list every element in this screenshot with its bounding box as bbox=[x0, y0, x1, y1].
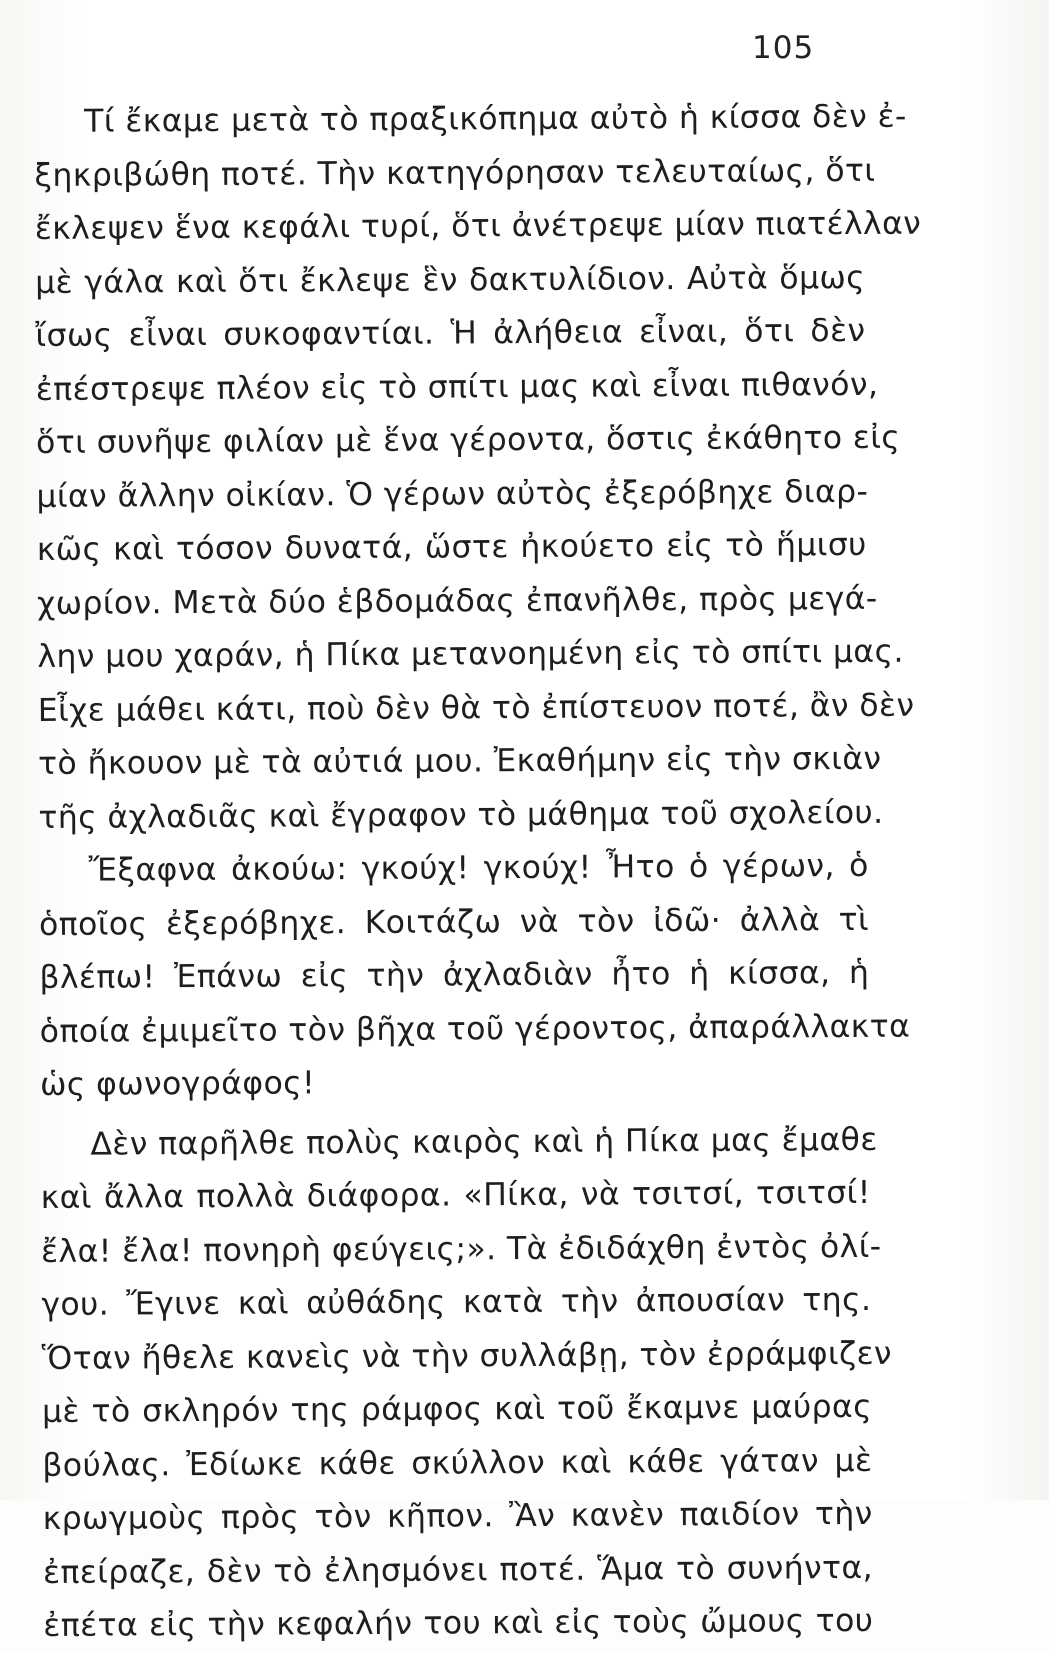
text-line: ἐπείραζε, δὲν τὸ ἐλησμόνει ποτέ. Ἅμα τὸ συνήντα, bbox=[42, 1549, 874, 1591]
text-line: ὅτι συνῆψε φιλίαν μὲ ἕνα γέροντα, ὅστις ἐκάθητο εἰς bbox=[36, 419, 901, 461]
text-line: Ὅταν ἤθελε κανεὶς νὰ τὴν συλλάβῃ, τὸν ἐρράμφιζεν bbox=[41, 1335, 893, 1377]
text-line: λην μου χαράν, ἡ Πίκα μετανοημένη εἰς τὸ σπίτι μας. bbox=[37, 633, 904, 675]
text-line: ὁποῖος ἐξερόβηχε. Κοιτάζω νὰ τὸν ἰδῶ· ἀλλὰ τὶ bbox=[38, 901, 870, 943]
text-line: βλέπω! Ἐπάνω εἰς τὴν ἀχλαδιὰν ἦτο ἡ κίσσα, ἡ bbox=[39, 954, 870, 996]
text-line: Τί ἔκαμε μετὰ τὸ πραξικόπημα αὐτὸ ἡ κίσσα δὲν ἐ- bbox=[84, 98, 907, 140]
text-line: μὲ γάλα καὶ ὅτι ἔκλεψε ἓν δακτυλίδιον. Αὐτὰ ὅμως bbox=[35, 259, 866, 301]
text-line: ὁποία ἐμιμεῖτο τὸν βῆχα τοῦ γέροντος, ἀπαράλλακτα bbox=[39, 1008, 911, 1050]
text-line: χωρίον. Μετὰ δύο ἑβδομάδας ἐπανῆλθε, πρὸς μεγά- bbox=[36, 580, 878, 622]
text-line: Εἶχε μάθει κάτι, ποὺ δὲν θὰ τὸ ἐπίστευον ποτέ, ἂν δὲν bbox=[37, 687, 915, 729]
text-line: τῆς ἀχλαδιᾶς καὶ ἔγραφον τὸ μάθημα τοῦ σχολείου. bbox=[38, 794, 884, 836]
text-line: βούλας. Ἐδίωκε κάθε σκύλλον καὶ κάθε γάταν μὲ bbox=[42, 1442, 873, 1484]
text-line: μὲ τὸ σκληρόν της ράμφος καὶ τοῦ ἔκαμνε μαύρας bbox=[41, 1388, 873, 1430]
text-line: γου. Ἔγινε καὶ αὐθάδης κατὰ τὴν ἀπουσίαν της. bbox=[41, 1281, 872, 1323]
text-line: τὸ ἤκουον μὲ τὰ αὐτιά μου. Ἐκαθήμην εἰς τὴν σκιὰν bbox=[37, 740, 882, 782]
text-line: ἐπέστρεψε πλέον εἰς τὸ σπίτι μας καὶ εἶναι πιθανόν, bbox=[35, 366, 879, 408]
text-line: ὡς φωνογράφος! bbox=[39, 1065, 316, 1103]
text-line: ἔλα! ἔλα! πονηρὴ φεύγεις;». Τὰ ἐδιδάχθη ἐντὸς ὀλί- bbox=[40, 1228, 882, 1270]
text-line: καὶ ἄλλα πολλὰ διάφορα. «Πίκα, νὰ τσιτσί, τσιτσί! bbox=[40, 1174, 871, 1216]
text-line: Δὲν παρῆλθε πολὺς καιρὸς καὶ ἡ Πίκα μας ἔμαθε bbox=[90, 1121, 878, 1163]
body-text bbox=[34, 91, 922, 1653]
text-line: ξηκριβώθη ποτέ. Τὴν κατηγόρησαν τελευταίως, ὅτι bbox=[34, 152, 876, 194]
text-line: κῶς καὶ τόσον δυνατά, ὥστε ἠκούετο εἰς τὸ ἥμισυ bbox=[36, 526, 867, 568]
text-line: ἴσως εἶναι συκοφαντίαι. Ἡ ἀλήθεια εἶναι, ὅτι δὲν bbox=[35, 312, 866, 354]
page-number: 105 bbox=[752, 30, 815, 66]
text-line: κρωγμοὺς πρὸς τὸν κῆπον. Ἂν κανὲν παιδίον τὴν bbox=[42, 1495, 873, 1537]
text-line: ἐπέτα εἰς τὴν κεφαλήν του καὶ εἰς τοὺς ὤμους του bbox=[43, 1602, 874, 1644]
text-line: ἔκλεψεν ἕνα κεφάλι τυρί, ὅτι ἀνέτρεψε μίαν πιατέλλαν bbox=[34, 205, 922, 247]
text-line: Ἔξαφνα ἀκούω: γκούχ! γκούχ! Ἦτο ὁ γέρων, ὁ bbox=[88, 847, 869, 889]
text-line: μίαν ἄλλην οἰκίαν. Ὁ γέρων αὐτὸς ἐξερόβηχε διαρ- bbox=[36, 473, 869, 515]
